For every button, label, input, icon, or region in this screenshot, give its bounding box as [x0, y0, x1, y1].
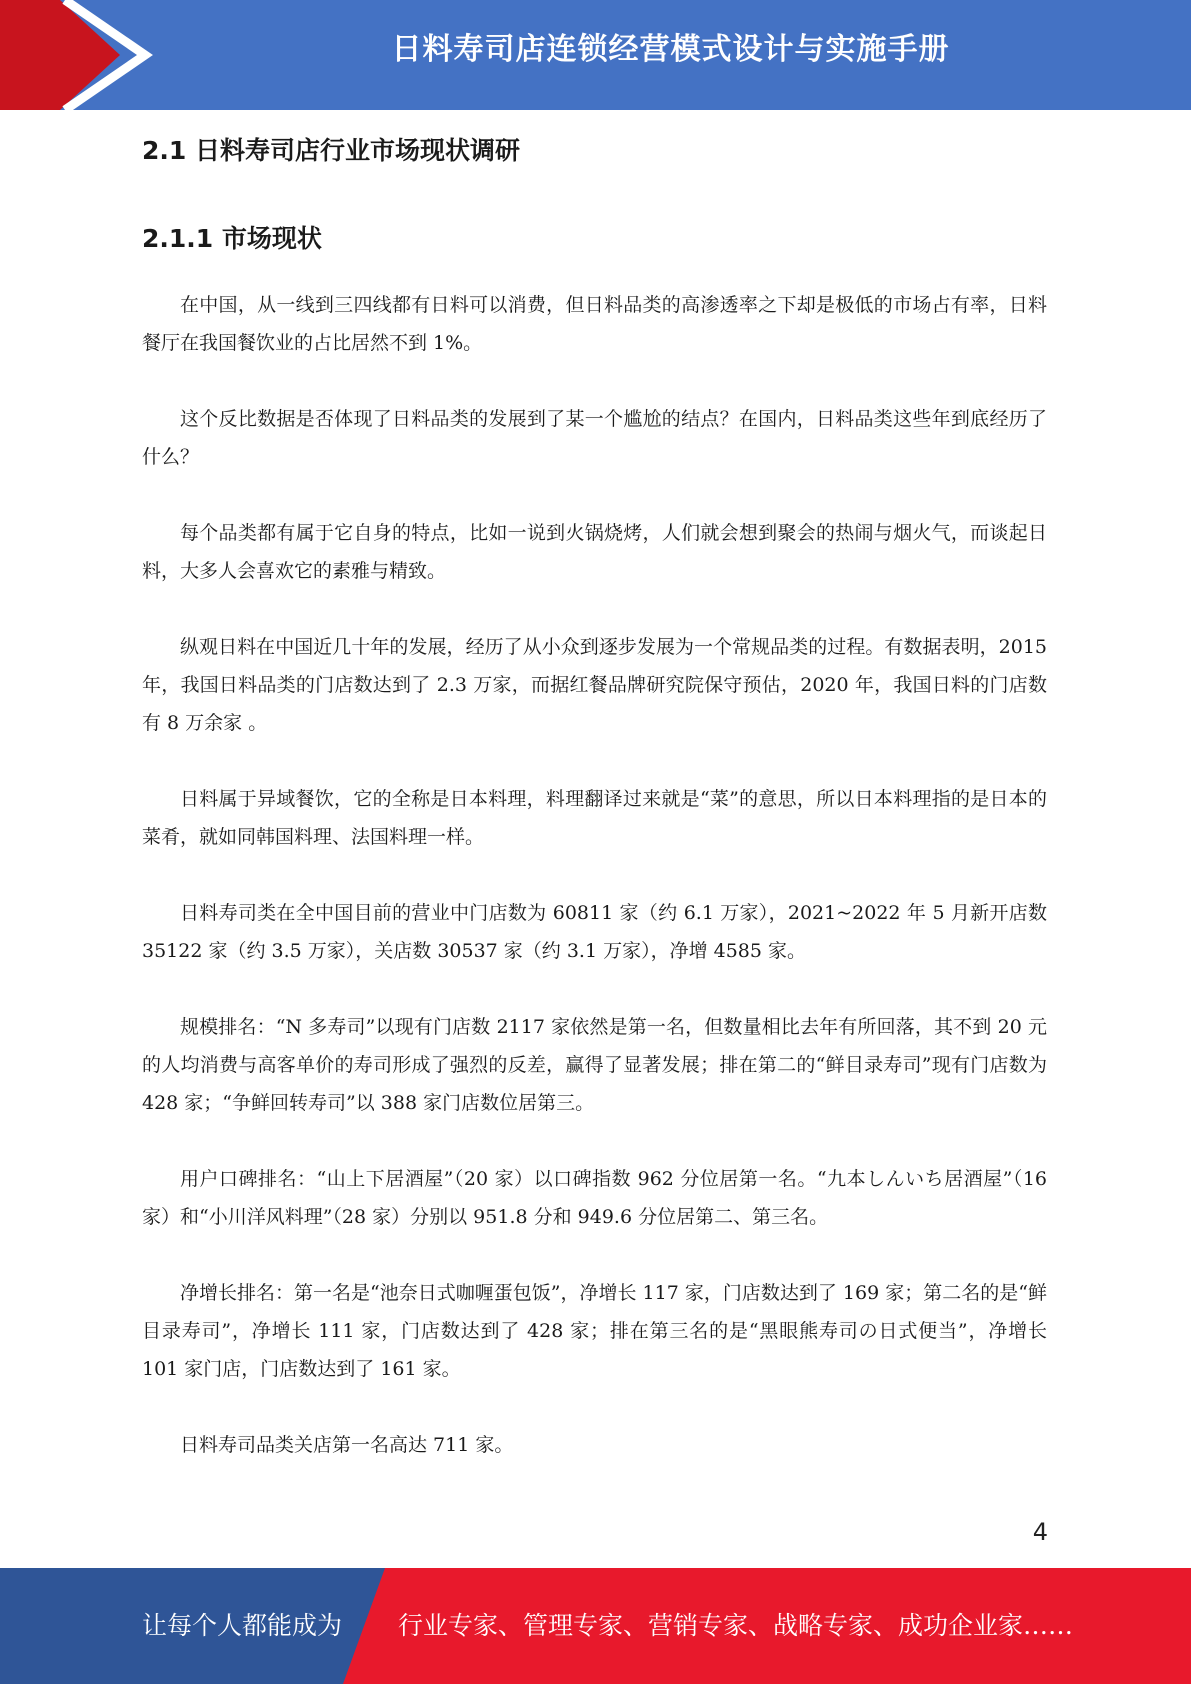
subsection-heading: 2.1.1 市场现状	[142, 224, 322, 253]
paragraph: 日料寿司品类关店第一名高达 711 家。	[180, 1434, 514, 1456]
footer-slogan-left: 让每个人都能成为	[142, 1611, 343, 1640]
paragraph: 规模排名：“N 多寿司”以现有门店数 2117 家依然是第一名，但数量相比去年有所回落，其不到 20 元的人均消费与高客单价的寿司形成了强烈的反差，赢得了显著发展；排在第二的“鲜目录寿司”现有门店数为 428 家；“争鲜回转寿司”以 388 家门店数位居第三。	[142, 1016, 1047, 1114]
paragraph: 这个反比数据是否体现了日料品类的发展到了某一个尴尬的结点？在国内，日料品类这些年到底经历了什么？	[142, 408, 1047, 468]
paragraph: 在中国，从一线到三四线都有日料可以消费，但日料品类的高渗透率之下却是极低的市场占有率，日料餐厅在我国餐饮业的占比居然不到 1%。	[142, 294, 1047, 354]
paragraph: 日料属于异域餐饮，它的全称是日本料理，料理翻译过来就是“菜”的意思，所以日本料理指的是日本的菜肴，就如同韩国料理、法国料理一样。	[142, 788, 1047, 848]
paragraph: 每个品类都有属于它自身的特点，比如一说到火锅烧烤，人们就会想到聚会的热闹与烟火气，而谈起日料，大多人会喜欢它的素雅与精致。	[142, 522, 1047, 582]
paragraph: 用户口碑排名：“山上下居酒屋”（20 家）以口碑指数 962 分位居第一名。“九本しんいち居酒屋”（16 家）和“小川洋风料理”（28 家）分别以 951.8 分和 949.6 分位居第二、第三名。	[142, 1168, 1047, 1228]
paragraph: 净增长排名：第一名是“池奈日式咖喱蛋包饭”，净增长 117 家，门店数达到了 169 家；第二名的是“鲜目录寿司”，净增长 111 家，门店数达到了 428 家；排在第三名的是“黑眼熊寿司の日式便当”，净增长 101 家门店，门店数达到了 161 家。	[142, 1282, 1047, 1380]
main-content	[142, 130, 1047, 1502]
arrow-decoration-icon	[0, 0, 160, 110]
footer-slogan-right: 行业专家、管理专家、营销专家、战略专家、成功企业家……	[398, 1611, 1074, 1640]
header-banner	[0, 0, 1191, 110]
document-title: 日料寿司店连锁经营模式设计与实施手册	[391, 32, 950, 67]
paragraph: 纵观日料在中国近几十年的发展，经历了从小众到逐步发展为一个常规品类的过程。有数据表明，2015 年，我国日料品类的门店数达到了 2.3 万家，而据红餐品牌研究院保守预估，2020 年，我国日料的门店数有 8 万余家 。	[142, 636, 1047, 734]
paragraph: 日料寿司类在全中国目前的营业中门店数为 60811 家（约 6.1 万家），2021~2022 年 5 月新开店数 35122 家（约 3.5 万家），关店数 30537 家（约 3.1 万家），净增 4585 家。	[142, 902, 1047, 962]
section-heading: 2.1 日料寿司店行业市场现状调研	[142, 136, 520, 165]
page-number: 4	[1032, 1518, 1048, 1546]
paragraph-list	[142, 286, 1047, 1464]
footer-banner	[0, 1568, 1191, 1684]
